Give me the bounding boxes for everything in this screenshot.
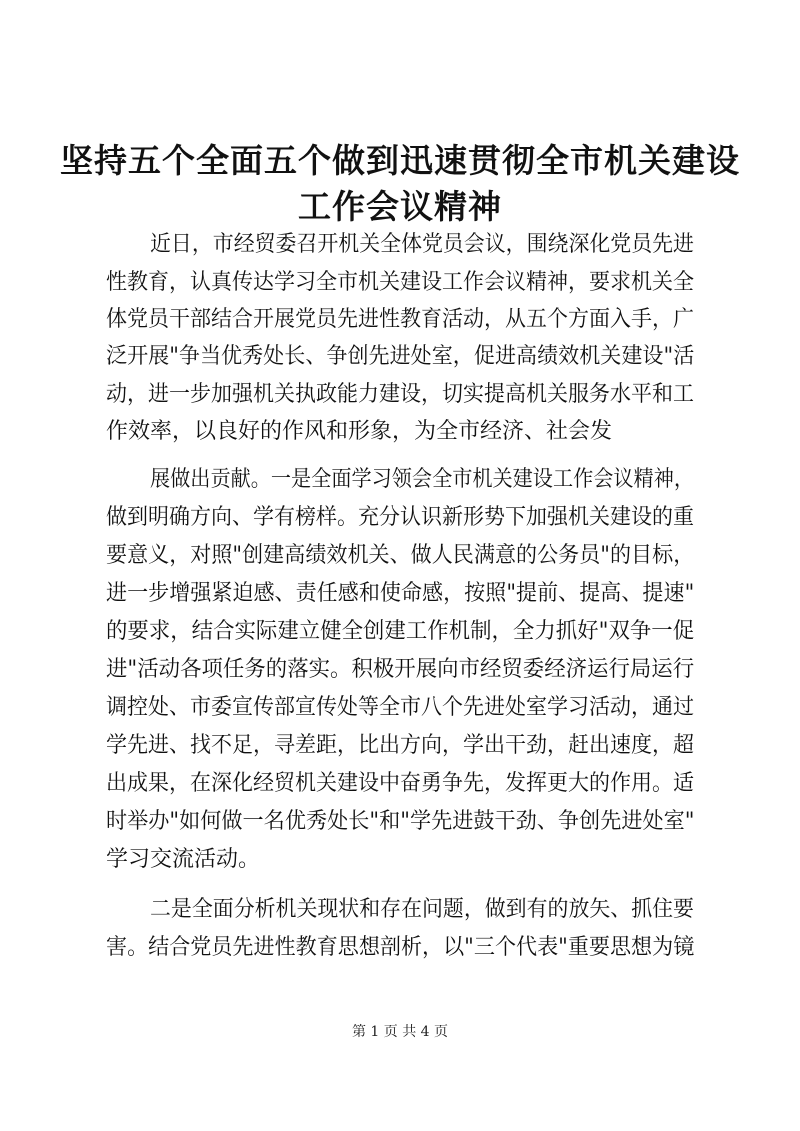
body-line: 做到明确方向、学有榜样。充分认识新形势下加强机关建设的重	[106, 505, 694, 530]
page-number-footer: 第 1 页 共 4 页	[351, 1024, 449, 1040]
body-line: 时举办"如何做一名优秀处长"和"学先进鼓干劲、争创先进处室"	[106, 809, 695, 834]
body-line: 出成果，在深化经贸机关建设中奋勇争先，发挥更大的作用。适	[106, 771, 694, 796]
body-line: 调控处、市委宣传部宣传处等全市八个先进处室学习活动，通过	[106, 695, 694, 720]
body-line: 学习交流活动。	[106, 847, 261, 872]
body-line: 进一步增强紧迫感、责任感和使命感，按照"提前、提高、提速"	[106, 581, 695, 606]
document-title-line-1: 坚持五个全面五个做到迅速贯彻全市机关建设	[60, 141, 740, 180]
body-line: 二是全面分析机关现状和存在问题，做到有的放矢、抓住要	[150, 897, 694, 922]
body-line: 展做出贡献。一是全面学习领会全市机关建设工作会议精神，	[150, 467, 694, 492]
document-title-line-2: 工作会议精神	[298, 187, 502, 226]
body-line: 进"活动各项任务的落实。积极开展向市经贸委经济运行局运行	[106, 657, 695, 682]
body-line: 近日，市经贸委召开机关全体党员会议，围绕深化党员先进	[150, 232, 694, 257]
body-line: 泛开展"争当优秀处长、争创先进处室，促进高绩效机关建设"活	[106, 344, 695, 369]
body-line: 体党员干部结合开展党员先进性教育活动，从五个方面入手，广	[106, 307, 694, 332]
body-line: 要意义，对照"创建高绩效机关、做人民满意的公务员"的目标，	[106, 543, 695, 568]
body-line: 的要求，结合实际建立健全创建工作机制，全力抓好"双争一促	[106, 619, 695, 644]
body-line: 害。结合党员先进性教育思想剖析，以"三个代表"重要思想为镜	[106, 935, 695, 960]
body-line: 动，进一步加强机关执政能力建设，切实提高机关服务水平和工	[106, 382, 694, 407]
body-line: 学先进、找不足，寻差距，比出方向，学出干劲，赶出速度，超	[106, 733, 694, 758]
body-line: 作效率，以良好的作风和形象，为全市经济、社会发	[106, 419, 613, 444]
body-line: 性教育，认真传达学习全市机关建设工作会议精神，要求机关全	[106, 270, 694, 295]
